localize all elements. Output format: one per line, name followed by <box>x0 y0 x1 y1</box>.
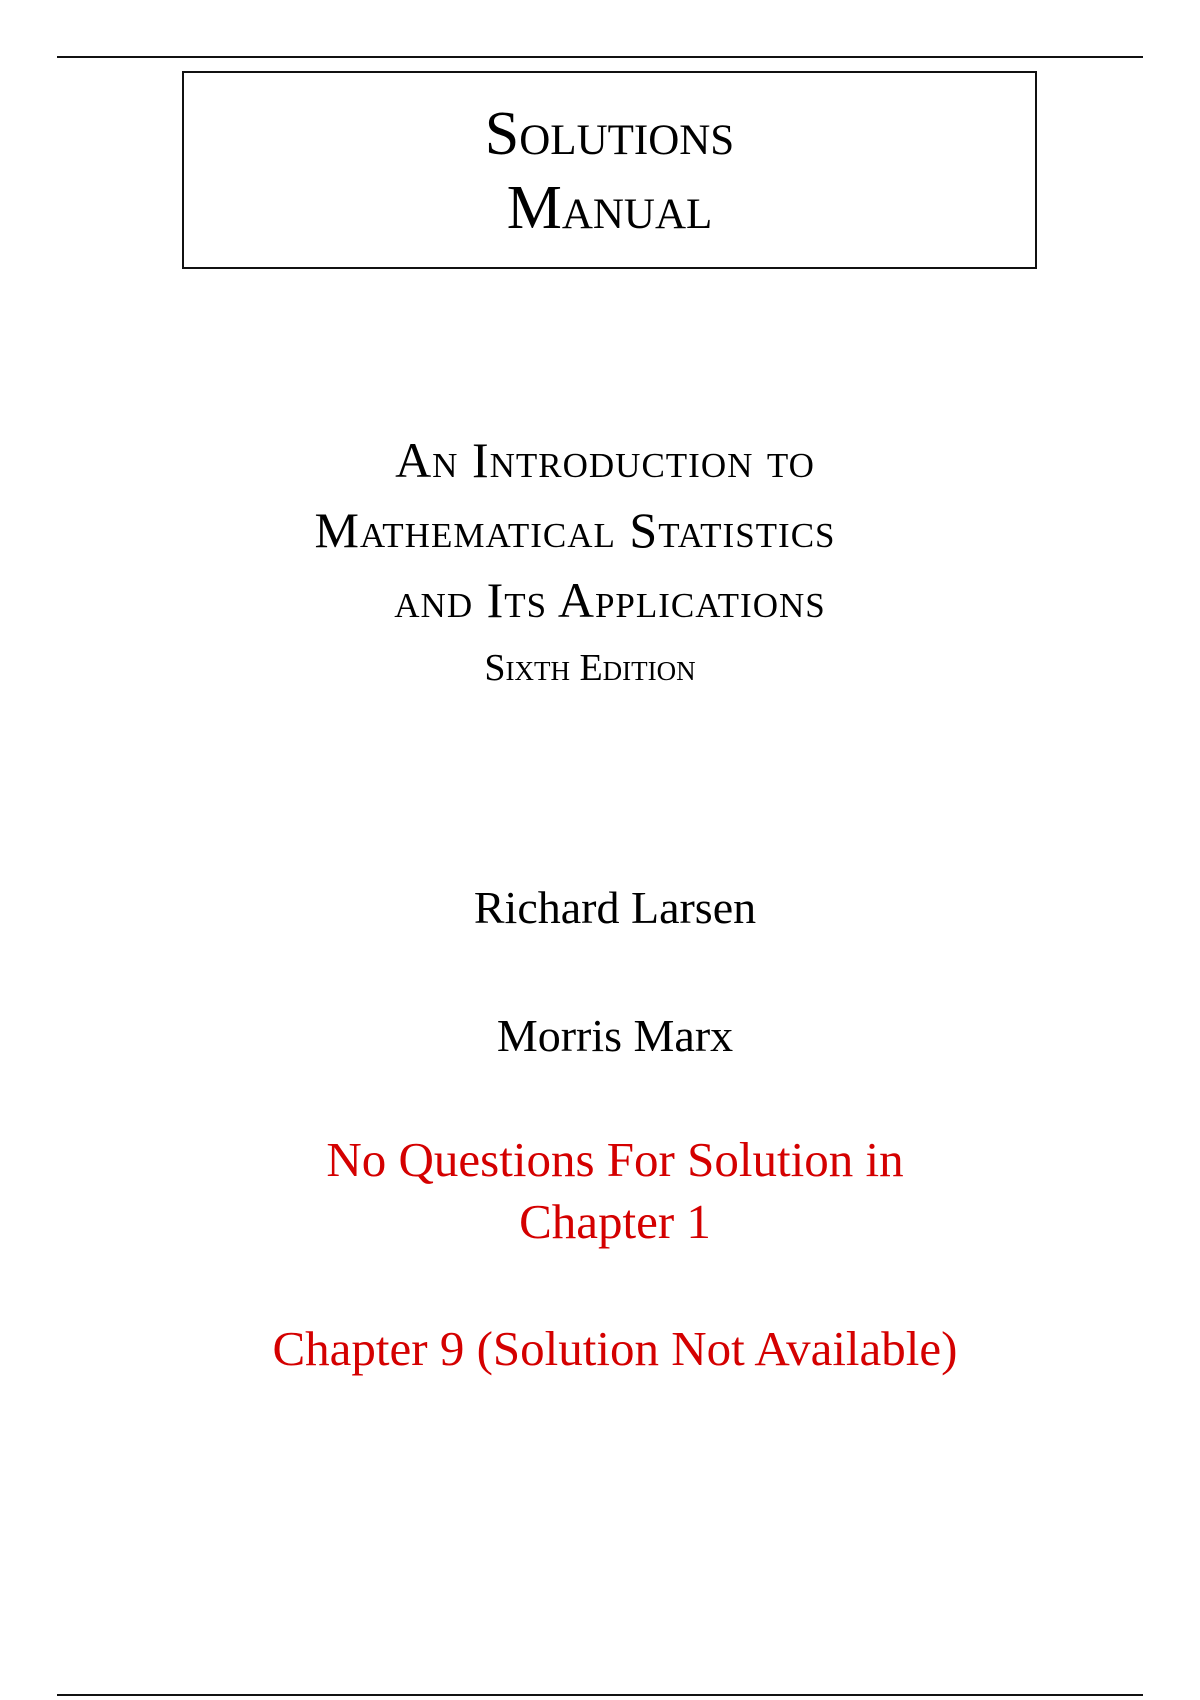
book-title-line-1: An Introduction to <box>395 432 815 488</box>
bottom-rule <box>57 1694 1143 1696</box>
book-title-block <box>150 425 1030 693</box>
box-title-line-2: Manual <box>506 174 713 242</box>
book-title-line-3: and Its Applications <box>394 572 826 628</box>
box-title-line-1: Solutions <box>484 100 735 168</box>
solutions-manual-box <box>182 71 1037 269</box>
top-rule <box>57 56 1143 58</box>
chapter-note: Chapter 9 (Solution Not Available) <box>272 1321 958 1376</box>
author-name: Richard Larsen <box>473 882 757 933</box>
author-name: Morris Marx <box>496 1010 734 1061</box>
book-title-line-2: Mathematical Statistics <box>314 502 836 558</box>
chapter-note: No Questions For Solution in Chapter 1 <box>326 1132 904 1249</box>
edition-label: Sixth Edition <box>484 647 696 689</box>
